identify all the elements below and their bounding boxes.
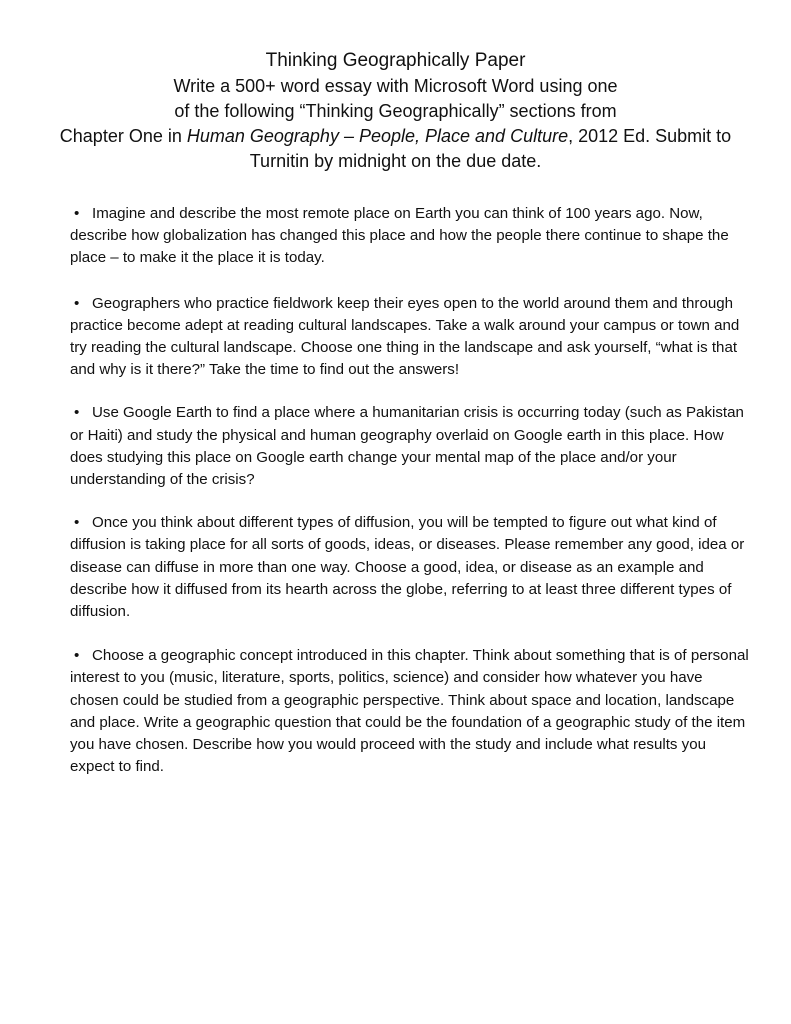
list-item-text: Choose a geographic concept introduced in this chapter. Think about something that is of personal interest to you (music, literature, sports, politics, science) and consider how whatever you have chosen could be studied from a geographic perspective. Think about space and location, landscape and place. Write a geographic question that could be the foundation of a geographic study of the item you have chosen. Describe how you would proceed with the study and include what results you expect to find.: [70, 647, 749, 776]
instructions-line-2: of the following “Thinking Geographically” sections from: [174, 101, 617, 121]
book-title: Human Geography – People, Place and Culture: [186, 126, 569, 146]
prompt-list: [70, 203, 750, 801]
list-item-text: Imagine and describe the most remote place on Earth you can think of 100 years ago. Now, describe how globalization has changed this place and how the people there continue to shape the place – to make it the place it is today.: [70, 205, 729, 267]
list-item-text: Use Google Earth to find a place where a humanitarian crisis is occurring today (such as Pakistan or Haiti) and study the physical and human geography overlaid on Google earth in this place. How does studying this place on Google earth change your mental map of the place and/or your understanding of the crisis?: [70, 404, 744, 489]
instructions-line-3-prefix: Chapter One in: [59, 126, 187, 146]
bullet-icon: •: [74, 205, 80, 222]
document-header: [30, 48, 761, 174]
list-item-text: Once you think about different types of diffusion, you will be tempted to figure out what kind of diffusion is taking place for all sorts of goods, ideas, or diseases. Please remember any good, idea or disease can diffuse in more than one way. Choose a good, idea, or disease as an example and describe how it diffused from its hearth across the globe, referring to at least three different types of diffusion.: [70, 514, 745, 621]
bullet-icon: •: [74, 404, 80, 422]
list-item: [70, 203, 750, 270]
bullet-icon: •: [74, 514, 80, 532]
list-item: [70, 293, 750, 382]
instructions-line-3: [30, 124, 761, 149]
list-item: [70, 402, 750, 491]
bullet-icon: •: [74, 647, 80, 665]
list-item-text: Geographers who practice fieldwork keep their eyes open to the world around them and through practice become adept at reading cultural landscapes. Take a walk around your campus or town and try reading the cultural landscape. Choose one thing in the landscape and ask yourself, “what is that and why is it there?” Take the time to find out the answers!: [70, 294, 740, 379]
list-item: [70, 645, 750, 778]
list-item: [70, 512, 750, 623]
instructions-line-3-suffix: , 2012 Ed. Submit to: [568, 126, 732, 146]
page-title: Thinking Geographically Paper: [265, 50, 526, 71]
bullet-icon: •: [74, 294, 80, 312]
instructions-line-4: Turnitin by midnight on the due date.: [249, 151, 542, 171]
instructions-line-1: Write a 500+ word essay with Microsoft Word using one: [173, 76, 618, 96]
